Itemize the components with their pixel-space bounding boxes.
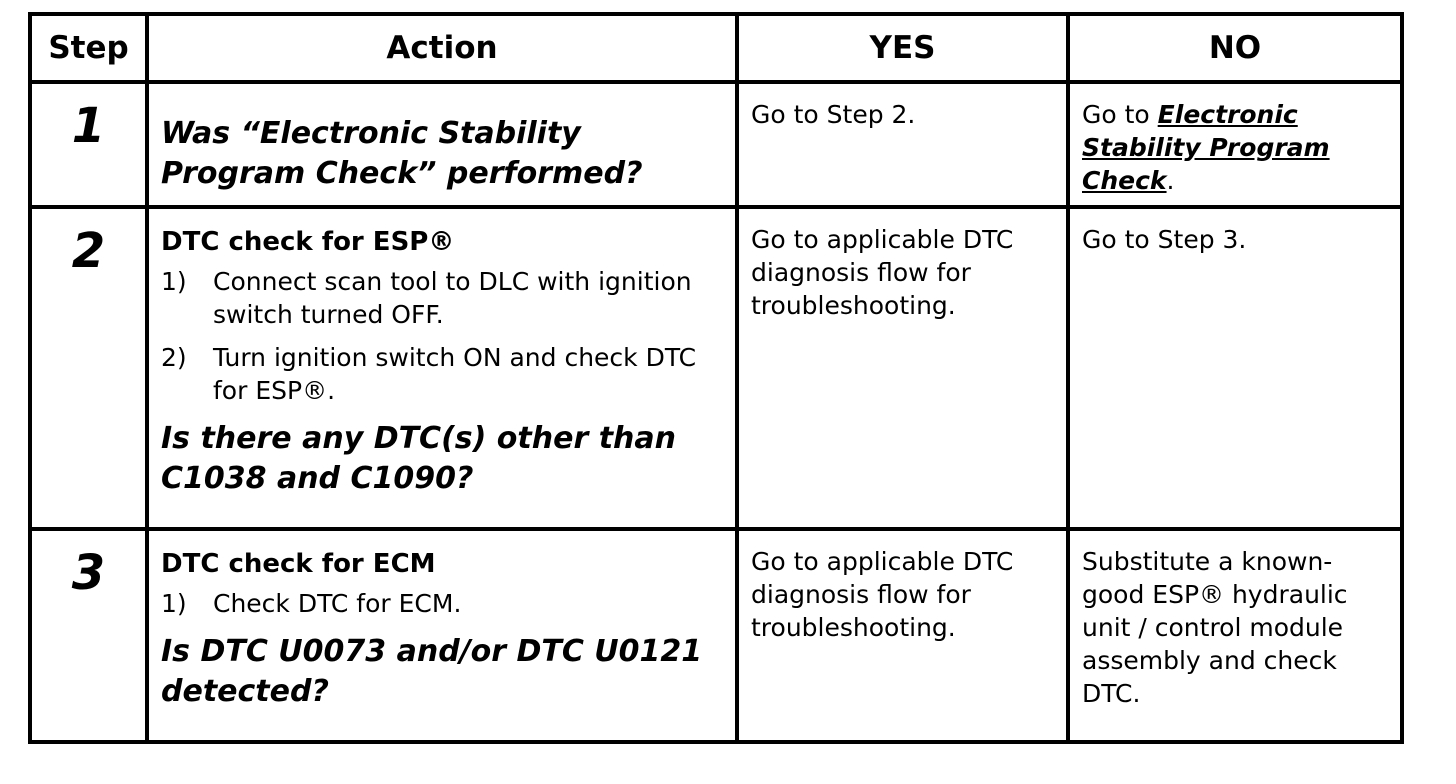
step-item-number: 2) <box>161 343 187 372</box>
header-step: Step <box>30 14 147 82</box>
no-prefix: Go to <box>1082 100 1158 129</box>
yes-cell: Go to applicable DTC diagnosis flow for troubleshooting. <box>737 207 1068 529</box>
step-item-text: Connect scan tool to DLC with ignition switch turned OFF. <box>213 267 692 329</box>
yes-cell: Go to applicable DTC diagnosis flow for troubleshooting. <box>737 529 1068 742</box>
header-yes: YES <box>737 14 1068 82</box>
yes-cell: Go to Step 2. <box>737 82 1068 207</box>
list-item <box>161 341 723 407</box>
header-row <box>30 14 1402 82</box>
action-steps <box>161 587 723 620</box>
step-number: 2 <box>30 207 147 529</box>
action-question: Is DTC U0073 and/or DTC U0121 detected? <box>161 634 703 709</box>
no-cell <box>1068 82 1402 207</box>
diagnosis-table <box>28 12 1404 744</box>
action-question: Is there any DTC(s) other than C1038 and C1090? <box>161 421 676 496</box>
step-item-text: Turn ignition switch ON and check DTC for ESP®. <box>213 343 697 405</box>
step-item-number: 1) <box>161 267 187 296</box>
table-row <box>30 82 1402 207</box>
no-suffix: . <box>1166 166 1175 195</box>
step-item-number: 1) <box>161 589 187 618</box>
no-cell: Go to Step 3. <box>1068 207 1402 529</box>
no-cell: Substitute a known-good ESP® hydraulic unit / control module assembly and check DTC. <box>1068 529 1402 742</box>
step-number: 1 <box>30 82 147 207</box>
action-cell <box>147 529 737 742</box>
table-row <box>30 529 1402 742</box>
action-cell <box>147 82 737 207</box>
esp-check-link[interactable]: Electronic Stability Program Check <box>1082 100 1330 195</box>
action-cell <box>147 207 737 529</box>
table-row <box>30 207 1402 529</box>
step-item-text: Check DTC for ECM. <box>213 589 462 618</box>
step-number: 3 <box>30 529 147 742</box>
list-item <box>161 265 723 331</box>
header-action: Action <box>147 14 737 82</box>
action-question: Was “Electronic Stability Program Check” performed? <box>161 116 643 191</box>
action-title: DTC check for ESP® <box>161 227 455 257</box>
action-title: DTC check for ECM <box>161 549 436 579</box>
list-item <box>161 587 723 620</box>
action-steps <box>161 265 723 407</box>
header-no: NO <box>1068 14 1402 82</box>
